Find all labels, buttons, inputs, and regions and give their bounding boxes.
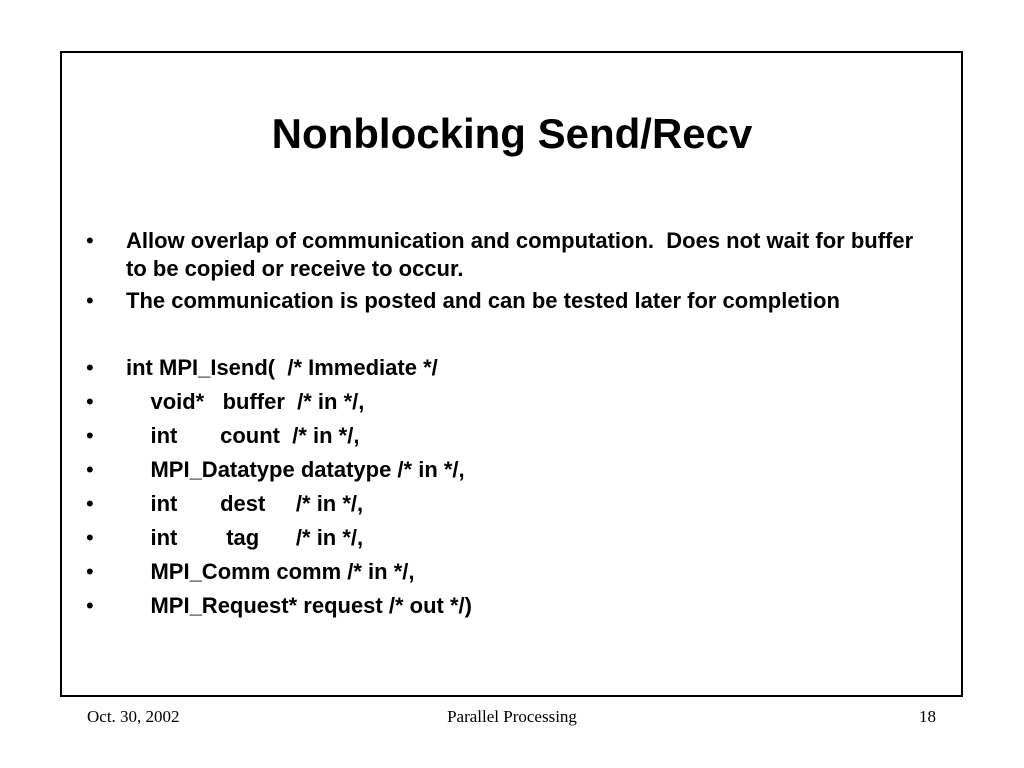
- bullet-marker: •: [86, 525, 94, 550]
- bullet-marker: •: [86, 457, 94, 482]
- bullet-marker: •: [86, 389, 94, 414]
- bullet-text: int dest /* in */,: [126, 491, 364, 516]
- footer-date: Oct. 30, 2002: [87, 707, 180, 726]
- bullet-item: [80, 456, 940, 484]
- bullet-text: The communication is posted and can be tested later for completion: [126, 288, 840, 313]
- bullet-marker: •: [86, 228, 94, 253]
- bullet-text: int MPI_Isend( /* Immediate */: [126, 355, 438, 380]
- bullet-item: [80, 524, 940, 552]
- bullet-item: [80, 227, 940, 283]
- bullet-item: [80, 388, 940, 416]
- bullet-text: void* buffer /* in */,: [126, 389, 365, 414]
- footer-page-number: 18: [919, 707, 936, 726]
- bullet-text: MPI_Datatype datatype /* in */,: [126, 457, 465, 482]
- bullet-item: [80, 422, 940, 450]
- bullet-text: int tag /* in */,: [126, 525, 364, 550]
- bullet-text: Allow overlap of communication and computation. Does not wait for buffer to be copied or receive to occur.: [126, 228, 920, 281]
- bullet-text: MPI_Comm comm /* in */,: [126, 559, 415, 584]
- footer-course: Parallel Processing: [447, 707, 577, 726]
- bullet-item: [80, 490, 940, 518]
- bullet-marker: •: [86, 423, 94, 448]
- bullet-item: [80, 592, 940, 620]
- bullet-item: [80, 558, 940, 586]
- bullet-text: int count /* in */,: [126, 423, 360, 448]
- bullet-item: [80, 287, 940, 315]
- bullet-list: [80, 227, 940, 620]
- bullet-item: [80, 354, 940, 382]
- bullet-marker: •: [86, 559, 94, 584]
- bullet-text: MPI_Request* request /* out */): [126, 593, 472, 618]
- bullet-marker: •: [86, 593, 94, 618]
- bullet-marker: •: [86, 491, 94, 516]
- slide-title: Nonblocking Send/Recv: [271, 110, 753, 157]
- bullet-marker: •: [86, 355, 94, 380]
- bullet-marker: •: [86, 288, 94, 313]
